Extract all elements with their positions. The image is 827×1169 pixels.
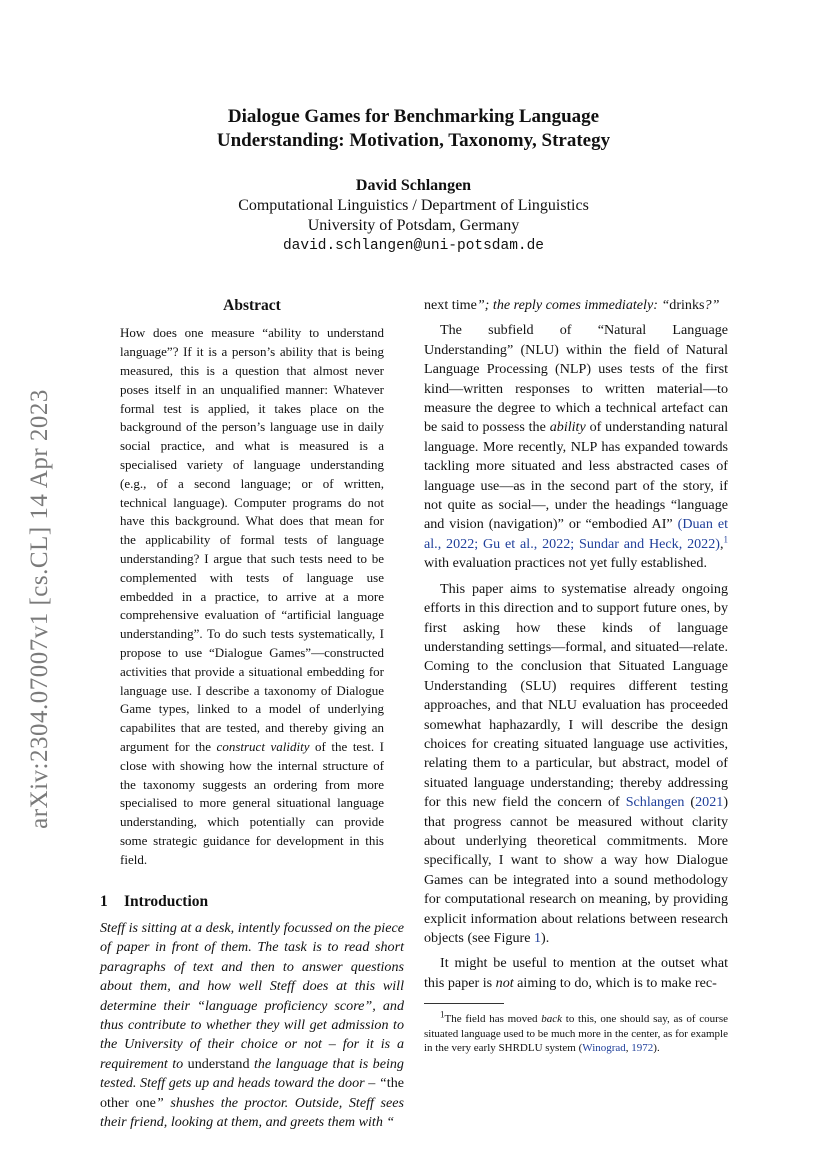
title-line-2: Understanding: Motivation, Taxonomy, Strategy [216,130,611,151]
paragraph-emphasis: ability [549,419,586,436]
story-quote: next time [424,297,477,313]
story-quote: the other one [100,1075,404,1111]
abstract-text-part: of the test. I close with showing how the internal structure of the taxonomy suggests an ordering from more specialised to more general situational language understanding, which potentially can provide some strategic guidance for development in this field. [120,738,384,867]
footnote [424,1009,728,1055]
paragraph-text: The subfield of “Natural Language Understanding” (NLU) within the field of Natural Language Processing (NLP) uses tests of the first kind—written responses to written material—to measure the degree to which a technical artefact can be said to possess the [424,322,728,436]
intro-story-paragraph [100,919,404,1132]
footnote-number: 1 [440,1009,445,1020]
story-quote: drinks [669,297,705,313]
paragraph-text: with evaluation practices not yet fully established. [424,555,707,572]
author-name: David Schlangen [355,177,472,194]
footnote-emphasis: back [541,1013,563,1026]
left-column [100,296,404,1132]
story-text: ” shushes the proctor. Outside, Steff sees their friend, looking at them, and greets them with “ [100,1094,404,1130]
story-text: ”; the reply comes immediately: “ [476,297,670,313]
arxiv-stamp [16,362,64,856]
affiliation-line-1: Computational Linguistics / Department of Linguistics [238,197,589,214]
abstract-emphasis: construct validity [216,738,310,754]
paragraph-text: It might be useful to mention at the outset what this paper is [424,955,728,991]
paragraph-text: ). [541,930,550,946]
footnote-text: , [625,1042,632,1055]
citation-link[interactable]: (Duan et al., 2022; Gu et al., 2022; Sundar and Heck, 2022) [424,516,728,552]
abstract-text-part: How does one measure “ability to understand language”? If it is a person’s ability that is being measured, this is a question that almost never poses itself in an unqualified manner: Whatever formal test is applied, it takes place on the background of the person’s language use in daily social practice, and what is measured is a specialised variety of language understanding (e.g., of a second language; or of written, technical language). Computer programs do not have this background. What does that mean for the applicability of formal tests of language understanding? I argue that such tests need to be complemented with tests of language use embedded in a practice, to arrive at a more comprehensive evaluation of “artificial language understanding”. To do such tests systematically, I propose to use “Dialogue Games”—constructed activities that provide a situational embedding for language use. I describe a taxonomy of Dialogue Game types, linked to a model of underlying capabilites that are tested, and thereby giving an argument for the [120,325,384,754]
paragraph-text: of understanding natural language. More recently, NLP has expanded towards tackling more situated and less abstracted cases of language use—as in the second part of the story, if not quite as social—, under the headings “language and vision (navigation)” or “embodied AI” [424,419,728,533]
paragraph-not-aiming [424,954,728,993]
author-block [0,176,827,256]
paragraph-nlu [424,321,728,573]
affiliation-line-2: University of Potsdam, Germany [307,217,520,234]
arxiv-id: arXiv:2304.07007v1 [cs.CL] 14 Apr 2023 [26,389,54,829]
right-column [424,296,728,1055]
paragraph-emphasis: not [495,974,514,991]
intro-story-continued [424,296,728,315]
paragraph-text: , [719,535,724,552]
story-text: ?” [704,297,720,313]
section-heading [100,892,404,911]
citation-link[interactable]: 2021 [695,794,724,811]
story-upright-text: understand [187,1055,250,1072]
citation-link[interactable]: 1972 [631,1042,654,1055]
paragraph-text: ( [684,794,696,811]
paragraph-text: This paper aims to systematise already ongoing efforts in this direction and to support future ones, by first asking how these kinds of language understanding settings—formal, and situated—relate. Coming to the conclusion that Situated Language Understanding (SLU) requires different testing approaches, and that NLU evaluation has proceeded somewhat haphazardly, I will describe the design choices for creating situated language use activities, relating them to a particular, but abstract, model of situated language understanding; thereby addressing for this new field the concern of [424,580,728,811]
section-number: 1 [100,892,108,910]
footnote-rule [424,1003,504,1004]
abstract-heading: Abstract [223,297,281,314]
footnote-text: The field has moved [444,1013,542,1026]
paper-title [0,105,827,153]
section-title: Introduction [124,892,209,910]
paragraph-text: ) that progress cannot be measured without clarity about underlying theoretical commitments. More specifically, I want to show a way how Dialogue Games can be integrated into a sound methodology for computational research on meaning, by providing explicit information about relations between research objects (see Figure [424,794,729,946]
citation-link[interactable]: Schlangen [625,794,685,811]
story-text: Steff is sitting at a desk, intently focussed on the piece of paper in front of them. The task is to read short paragraphs of text and then to answer questions about them, and how well Steff does at this will determine their “language proficiency score”, and thus contribute to whether they will get admission to the University of their choice or not – for it is a requirement to [100,919,404,1072]
figure-link[interactable]: 1 [533,930,542,946]
paragraph-aims [424,580,728,949]
title-line-1: Dialogue Games for Benchmarking Language [227,106,600,127]
paragraph-text: aiming to do, which is to make rec- [513,974,717,991]
story-text: the language that is being tested. Steff gets up and heads toward the door – “ [100,1055,404,1092]
footnote-text: ). [653,1042,660,1055]
footnote-marker[interactable]: 1 [723,534,728,545]
author-email[interactable]: david.schlangen@uni-potsdam.de [282,238,545,254]
abstract-text [120,324,384,869]
footnote-text: to this, one should say, as of course situated language used to be much more in the center, as for example in the very early SHRDLU system ( [424,1013,728,1055]
citation-link[interactable]: Winograd [582,1042,626,1055]
